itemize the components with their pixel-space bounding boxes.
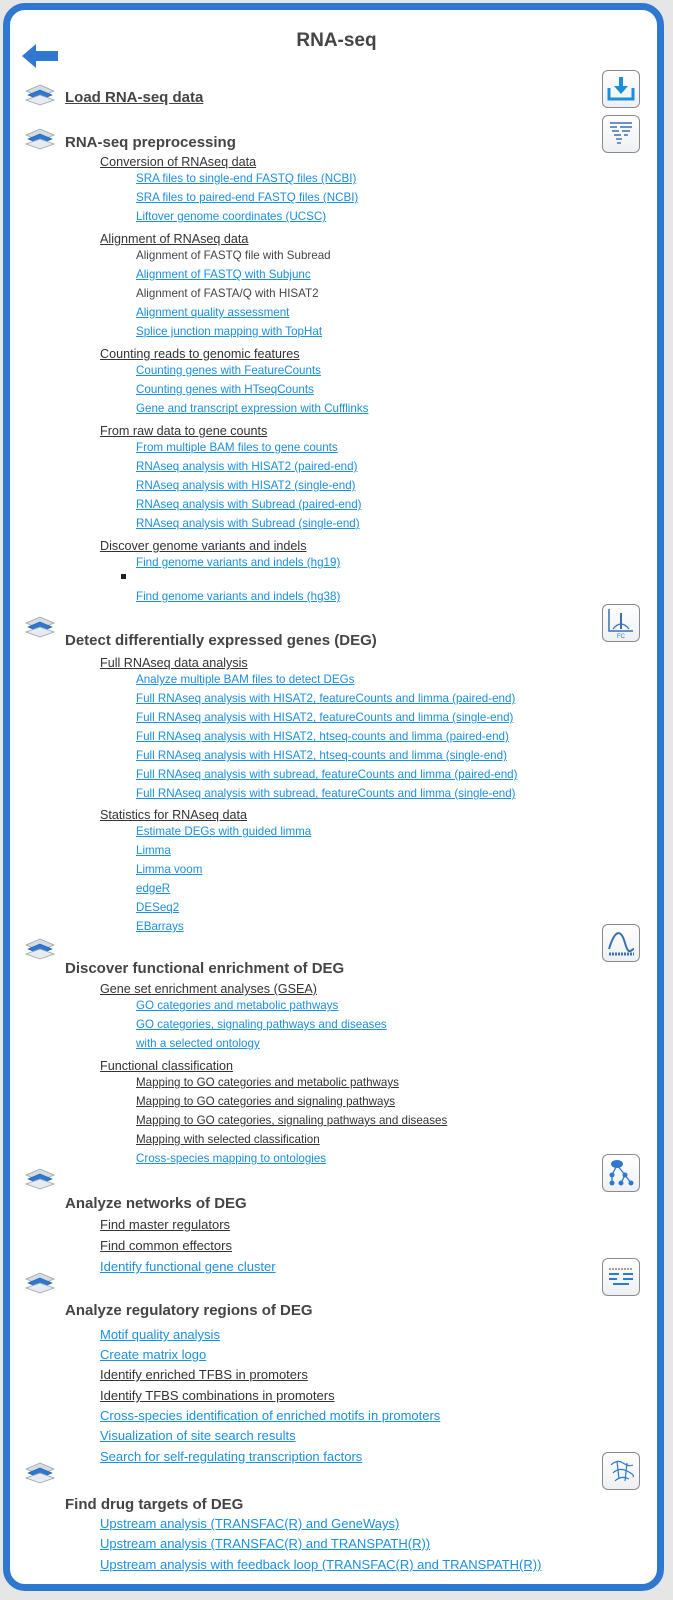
subsection-full-analysis[interactable]: Full RNAseq data analysis <box>100 656 248 670</box>
tool-link[interactable]: Alignment quality assessment <box>136 306 290 319</box>
tool-link[interactable]: Counting genes with FeatureCounts <box>136 364 321 377</box>
volcano-plot-icon <box>603 605 639 641</box>
tool-link[interactable]: RNAseq analysis with HISAT2 (paired-end) <box>136 460 358 473</box>
subsection-raw-to-counts[interactable]: From raw data to gene counts <box>100 424 268 438</box>
bullet-marker <box>121 574 126 579</box>
section-diamond-icon <box>25 938 55 960</box>
tool-link[interactable]: GO categories, signaling pathways and diseases <box>136 1018 387 1031</box>
tool-link[interactable]: Mapping with selected classification <box>136 1133 320 1146</box>
section-deg: Detect differentially expressed genes (DEG) <box>65 632 377 649</box>
tool-link[interactable]: Liftover genome coordinates (UCSC) <box>136 210 327 223</box>
tool-link[interactable]: Find genome variants and indels (hg19) <box>136 556 341 569</box>
tool-link[interactable]: Limma <box>136 844 171 857</box>
tool-link[interactable]: DESeq2 <box>136 901 180 914</box>
regulatory-tool-link[interactable]: Create matrix logo <box>100 1347 207 1362</box>
tool-link[interactable]: Counting genes with HTseqCounts <box>136 383 314 396</box>
sequence-alignment-icon <box>603 116 639 152</box>
regulatory-tool-link[interactable]: Identify TFBS combinations in promoters <box>100 1388 335 1403</box>
section-diamond-icon <box>25 84 55 106</box>
tool-link[interactable]: Find genome variants and indels (hg38) <box>136 590 341 603</box>
subsection-gsea[interactable]: Gene set enrichment analyses (GSEA) <box>100 982 317 996</box>
tool-link[interactable]: SRA files to single-end FASTQ files (NCBI) <box>136 172 357 185</box>
page-title: RNA-seq <box>296 30 377 51</box>
tool-link[interactable]: Analyze multiple BAM files to detect DEGs <box>136 673 355 686</box>
tool-link[interactable]: Full RNAseq analysis with subread, featureCounts and limma (single-end) <box>136 787 516 800</box>
tool-link[interactable]: RNAseq analysis with Subread (paired-end) <box>136 498 362 511</box>
tool-link[interactable]: with a selected ontology <box>136 1037 260 1050</box>
svg-text:FC: FC <box>617 634 625 640</box>
drug-tool-link[interactable]: Upstream analysis (TRANSFAC(R) and GeneWays) <box>100 1516 400 1531</box>
section-drug-targets: Find drug targets of DEG <box>65 1496 244 1513</box>
tool-link[interactable]: RNAseq analysis with Subread (single-end) <box>136 517 360 530</box>
network-tool-link[interactable]: Find master regulators <box>100 1217 231 1232</box>
network-tool-link[interactable]: Identify functional gene cluster <box>100 1259 276 1274</box>
subsection-functional[interactable]: Functional classification <box>100 1059 233 1073</box>
tool-link[interactable]: Alignment of FASTQ with Subjunc <box>136 268 311 281</box>
tool-link[interactable]: Splice junction mapping with TopHat <box>136 325 323 338</box>
motif-tracks-icon <box>603 1259 639 1295</box>
section-preprocessing: RNA-seq preprocessing <box>65 134 236 151</box>
tool-link[interactable]: Gene and transcript expression with Cufflinks <box>136 402 369 415</box>
subsection-statistics[interactable]: Statistics for RNAseq data <box>100 808 247 822</box>
tool-link[interactable]: Limma voom <box>136 863 203 876</box>
tool-link[interactable]: RNAseq analysis with HISAT2 (single-end) <box>136 479 356 492</box>
tool-link[interactable]: From multiple BAM files to gene counts <box>136 441 338 454</box>
tool-label: Alignment of FASTA/Q with HISAT2 <box>136 287 319 300</box>
tool-link[interactable]: Full RNAseq analysis with HISAT2, featureCounts and limma (paired-end) <box>136 692 516 705</box>
enrichment-curve-icon <box>603 925 639 961</box>
molecule-icon <box>603 1453 639 1489</box>
tool-link[interactable]: Full RNAseq analysis with HISAT2, htseq-counts and limma (single-end) <box>136 749 507 762</box>
subsection-variants[interactable]: Discover genome variants and indels <box>100 539 307 553</box>
tool-link[interactable]: SRA files to paired-end FASTQ files (NCBI) <box>136 191 359 204</box>
tool-link[interactable]: Full RNAseq analysis with HISAT2, featureCounts and limma (single-end) <box>136 711 514 724</box>
section-enrichment: Discover functional enrichment of DEG <box>65 960 345 977</box>
tool-link[interactable]: Full RNAseq analysis with HISAT2, htseq-counts and limma (paired-end) <box>136 730 509 743</box>
section-regulatory: Analyze regulatory regions of DEG <box>65 1302 313 1319</box>
regulatory-tool-link[interactable]: Visualization of site search results <box>100 1428 296 1443</box>
enrichment-button[interactable] <box>602 924 640 962</box>
section-networks: Analyze networks of DEG <box>65 1195 247 1212</box>
network-icon <box>603 1155 639 1191</box>
networks-button[interactable] <box>602 1154 640 1192</box>
tool-link[interactable]: edgeR <box>136 882 171 895</box>
tool-link[interactable]: Cross-species mapping to ontologies <box>136 1152 327 1165</box>
network-tool-link[interactable]: Find common effectors <box>100 1238 232 1253</box>
drug-tool-link[interactable]: Upstream analysis (TRANSFAC(R) and TRANSPATH(R)) <box>100 1536 431 1551</box>
section-diamond-icon <box>25 1462 55 1484</box>
section-diamond-icon <box>25 1272 55 1294</box>
section-diamond-icon <box>25 128 55 150</box>
regulatory-tool-link[interactable]: Cross-species identification of enriched motifs in promoters <box>100 1408 441 1423</box>
section-diamond-icon <box>25 1168 55 1190</box>
tool-link[interactable]: Mapping to GO categories, signaling pathways and diseases <box>136 1114 448 1127</box>
drug-tool-link[interactable]: Upstream analysis with feedback loop (TRANSFAC(R) and TRANSPATH(R)) <box>100 1557 542 1572</box>
preprocessing-button[interactable] <box>602 115 640 153</box>
subsection-counting[interactable]: Counting reads to genomic features <box>100 347 300 361</box>
download-icon <box>603 71 639 107</box>
load-data-button[interactable] <box>602 70 640 108</box>
subsection-conversion[interactable]: Conversion of RNAseq data <box>100 155 257 169</box>
regulatory-tool-link[interactable]: Search for self-regulating transcription factors <box>100 1449 363 1464</box>
tool-link[interactable]: Mapping to GO categories and metabolic pathways <box>136 1076 399 1089</box>
tool-link[interactable]: GO categories and metabolic pathways <box>136 999 339 1012</box>
load-rnaseq-data-link[interactable]: Load RNA-seq data <box>65 89 204 106</box>
tool-link[interactable]: Full RNAseq analysis with subread, featureCounts and limma (paired-end) <box>136 768 518 781</box>
tool-label: Alignment of FASTQ file with Subread <box>136 249 331 262</box>
tool-link[interactable]: Estimate DEGs with guided limma <box>136 825 312 838</box>
regulatory-tool-link[interactable]: Motif quality analysis <box>100 1327 220 1342</box>
subsection-alignment[interactable]: Alignment of RNAseq data <box>100 232 249 246</box>
section-diamond-icon <box>25 616 55 638</box>
drug-targets-button[interactable] <box>602 1452 640 1490</box>
regulatory-button[interactable] <box>602 1258 640 1296</box>
regulatory-tool-link[interactable]: Identify enriched TFBS in promoters <box>100 1367 308 1382</box>
deg-button[interactable] <box>602 604 640 642</box>
tool-link[interactable]: Mapping to GO categories and signaling pathways <box>136 1095 396 1108</box>
tool-link[interactable]: EBarrays <box>136 920 184 933</box>
